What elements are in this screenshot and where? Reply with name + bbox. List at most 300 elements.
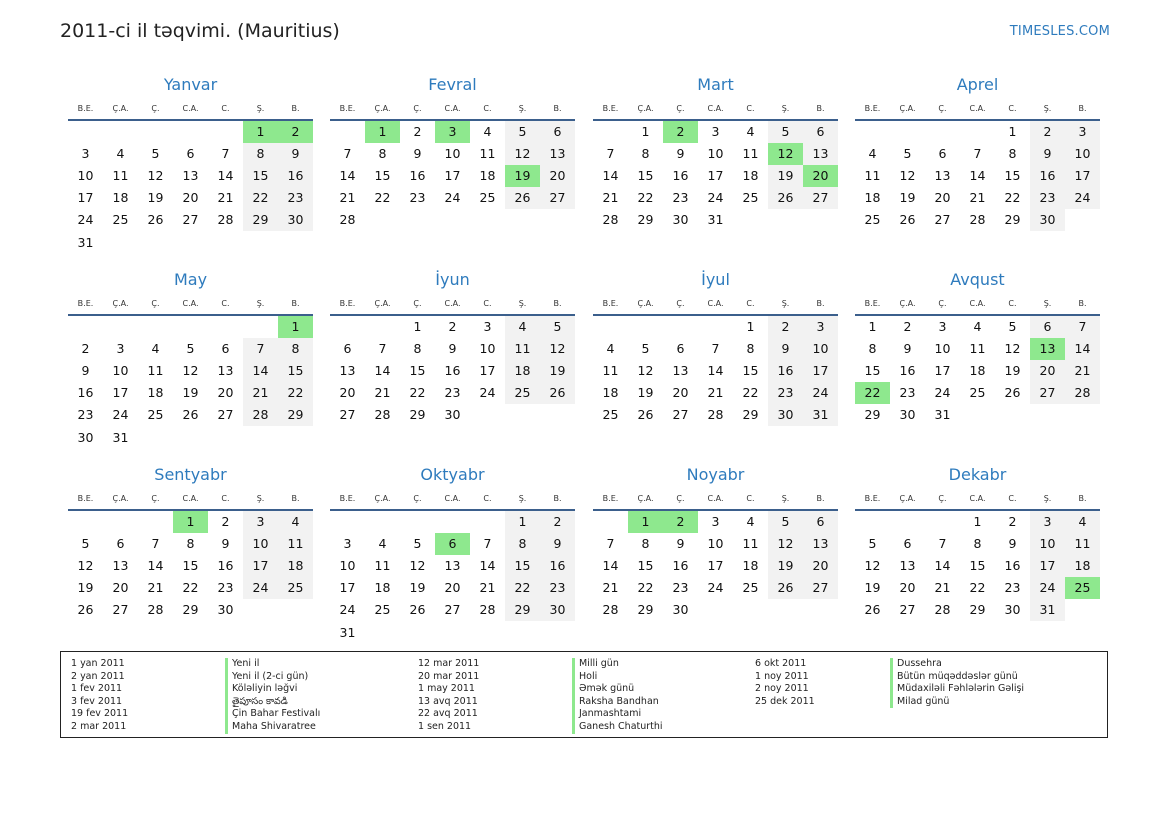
day-cell: 11 — [742, 536, 759, 552]
day-cell: 17 — [479, 363, 496, 379]
day-cell: 21 — [969, 190, 986, 206]
day-cell: 11 — [278, 533, 313, 555]
day-cell: 15 — [1004, 168, 1021, 184]
day-cell: 7 — [973, 146, 982, 162]
weekday-label: B. — [553, 494, 562, 503]
weekday-header — [855, 494, 1100, 508]
day-cell: 9 — [413, 146, 422, 162]
holiday-day: 1 — [173, 511, 208, 533]
weekday-label: Ş. — [781, 494, 790, 503]
day-cell: 30 — [768, 404, 803, 426]
weekday-label: Ç.A. — [374, 104, 391, 113]
day-cell: 26 — [147, 212, 164, 228]
day-cell: 24 — [1030, 577, 1065, 599]
day-cell: 10 — [707, 146, 724, 162]
day-cell: 7 — [938, 536, 947, 552]
day-cell: 20 — [540, 165, 575, 187]
day-cell: 29 — [243, 209, 278, 231]
holiday-name: Ganesh Chaturthi — [579, 720, 663, 732]
day-cell: 15 — [742, 363, 759, 379]
weekday-label: B. — [816, 104, 825, 113]
weekday-label: B. — [291, 494, 300, 503]
day-cell: 5 — [641, 341, 650, 357]
day-cell: 21 — [217, 190, 234, 206]
weekday-label: C. — [483, 299, 492, 308]
day-cell: 21 — [602, 580, 619, 596]
day-cell: 22 — [1004, 190, 1021, 206]
day-cell: 19 — [540, 360, 575, 382]
weekday-label: Ç. — [676, 104, 685, 113]
day-cell: 11 — [479, 146, 496, 162]
weekday-label: Ş. — [518, 494, 527, 503]
holiday-names-column — [225, 658, 320, 734]
day-cell: 25 — [374, 602, 391, 618]
day-cell: 10 — [77, 168, 94, 184]
day-cell: 23 — [1004, 580, 1021, 596]
day-cell: 18 — [969, 363, 986, 379]
holiday-legend — [60, 651, 1108, 738]
month-name: İyun — [435, 270, 470, 289]
day-cell: 28 — [969, 212, 986, 228]
day-cell: 12 — [147, 168, 164, 184]
day-cell: 20 — [112, 580, 129, 596]
day-cell: 1 — [505, 511, 540, 533]
day-cell: 14 — [374, 363, 391, 379]
day-cell: 20 — [672, 385, 689, 401]
day-cell: 15 — [864, 363, 881, 379]
day-cell: 27 — [112, 602, 129, 618]
day-cell: 11 — [864, 168, 881, 184]
day-cell: 17 — [243, 555, 278, 577]
day-cell: 21 — [602, 190, 619, 206]
holiday-day: 22 — [855, 382, 890, 404]
day-cell: 19 — [409, 580, 426, 596]
weekday-label: B.E. — [77, 494, 94, 503]
day-cell: 19 — [182, 385, 199, 401]
day-cell: 29 — [278, 404, 313, 426]
day-cell: 17 — [444, 168, 461, 184]
day-cell: 8 — [868, 341, 877, 357]
holiday-marker-bar — [890, 658, 893, 708]
day-cell: 15 — [243, 165, 278, 187]
holiday-name: Yeni il (2-ci gün) — [232, 670, 309, 682]
day-cell: 13 — [803, 533, 838, 555]
day-cell: 30 — [540, 599, 575, 621]
weekday-label: Ş. — [518, 104, 527, 113]
holiday-name: Milli gün — [579, 658, 619, 669]
holiday-marker-bar — [225, 658, 228, 734]
day-cell: 25 — [602, 407, 619, 423]
weekday-label: B. — [816, 299, 825, 308]
day-cell: 18 — [147, 385, 164, 401]
day-cell: 6 — [676, 341, 685, 357]
weekday-label: Ç. — [938, 299, 947, 308]
day-cell: 31 — [112, 429, 129, 445]
holiday-name: Köləliyin ləğvi — [232, 683, 298, 695]
site-link[interactable]: TIMESLES.COM — [1009, 24, 1110, 39]
day-cell: 24 — [803, 382, 838, 404]
day-cell: 3 — [711, 514, 720, 529]
day-cell: 16 — [278, 165, 313, 187]
day-cell: 18 — [602, 385, 619, 401]
day-cell: 5 — [413, 536, 422, 552]
day-cell: 3 — [711, 124, 720, 139]
day-cell: 9 — [448, 341, 457, 357]
day-cell: 22 — [969, 580, 986, 596]
day-cell: 17 — [1065, 165, 1100, 187]
weekday-label: C. — [1008, 299, 1017, 308]
weekday-label: Ç. — [676, 299, 685, 308]
holiday-date: 1 may 2011 — [418, 683, 475, 695]
month-6 — [330, 270, 575, 460]
day-cell: 10 — [707, 536, 724, 552]
day-cell: 4 — [973, 319, 982, 334]
day-cell: 23 — [672, 580, 689, 596]
day-cell: 31 — [77, 234, 94, 250]
day-cell: 26 — [637, 407, 654, 423]
day-cell: 11 — [505, 338, 540, 360]
day-cell: 31 — [803, 404, 838, 426]
weekday-label: C.A. — [969, 299, 986, 308]
day-cell: 12 — [1004, 341, 1021, 357]
holiday-date: 1 noy 2011 — [755, 670, 809, 682]
day-cell: 7 — [378, 341, 387, 357]
day-cell: 4 — [505, 316, 540, 338]
day-cell: 12 — [77, 558, 94, 574]
day-cell: 30 — [1004, 602, 1021, 618]
weekday-header — [330, 299, 575, 313]
day-cell: 15 — [182, 558, 199, 574]
holiday-date: 1 fev 2011 — [71, 683, 123, 695]
weekday-label: Ç.A. — [374, 299, 391, 308]
weekday-header — [593, 494, 838, 508]
holiday-name: Bütün müqəddəslər günü — [897, 670, 1018, 682]
day-cell: 8 — [973, 536, 982, 552]
weekday-label: Ç.A. — [899, 494, 916, 503]
weekday-label: C. — [1008, 494, 1017, 503]
day-cell: 17 — [112, 385, 129, 401]
day-cell: 30 — [1030, 209, 1065, 231]
month-name: Noyabr — [686, 465, 745, 484]
day-cell: 20 — [444, 580, 461, 596]
day-cell: 9 — [903, 341, 912, 357]
holiday-dates-column — [418, 658, 479, 734]
page-title: 2011-ci il təqvimi. (Mauritius) — [60, 20, 340, 42]
day-cell: 31 — [934, 407, 951, 423]
day-cell: 29 — [182, 602, 199, 618]
day-cell: 25 — [969, 385, 986, 401]
day-cell: 30 — [278, 209, 313, 231]
weekday-label: Ş. — [781, 299, 790, 308]
holiday-name: Müdaxiləli Fəhlələrin Gəlişi — [897, 683, 1025, 695]
day-cell: 16 — [77, 385, 94, 401]
day-cell: 24 — [707, 190, 724, 206]
day-cell: 22 — [182, 580, 199, 596]
holiday-date: 12 mar 2011 — [418, 658, 480, 669]
day-cell: 2 — [903, 319, 912, 334]
weekday-label: C. — [483, 104, 492, 113]
day-cell: 11 — [969, 341, 986, 357]
weekday-label: Ç.A. — [374, 494, 391, 503]
day-cell: 29 — [969, 602, 986, 618]
day-cell: 14 — [602, 558, 619, 574]
weekday-label: C. — [221, 104, 230, 113]
holiday-date: 19 fev 2011 — [71, 708, 129, 720]
day-cell: 24 — [112, 407, 129, 423]
day-cell: 24 — [707, 580, 724, 596]
weekday-label: Ç. — [413, 104, 422, 113]
weekday-label: Ş. — [1043, 299, 1052, 308]
day-cell: 5 — [540, 316, 575, 338]
weekday-label: Ş. — [256, 299, 265, 308]
day-cell: 9 — [1008, 536, 1017, 552]
day-cell: 20 — [182, 190, 199, 206]
weekday-label: C.A. — [707, 299, 724, 308]
day-cell: 5 — [151, 146, 160, 162]
day-cell: 16 — [217, 558, 234, 574]
day-cell: 12 — [864, 558, 881, 574]
weekday-label: Ç. — [151, 494, 160, 503]
weekday-label: C. — [746, 299, 755, 308]
day-cell: 10 — [479, 341, 496, 357]
holiday-dates-column — [71, 658, 128, 734]
holiday-date: 6 okt 2011 — [755, 658, 807, 669]
day-cell: 9 — [81, 363, 90, 379]
day-cell: 26 — [505, 187, 540, 209]
day-cell: 3 — [243, 511, 278, 533]
holiday-day: 2 — [663, 511, 698, 533]
weekday-label: B. — [553, 104, 562, 113]
day-cell: 1 — [1008, 124, 1017, 139]
month-name: Yanvar — [163, 75, 218, 94]
day-cell: 13 — [112, 558, 129, 574]
day-cell: 21 — [374, 385, 391, 401]
day-cell: 21 — [243, 382, 278, 404]
holiday-day: 12 — [768, 143, 803, 165]
weekday-label: Ç.A. — [637, 104, 654, 113]
day-cell: 10 — [1030, 533, 1065, 555]
holiday-name: Əmək günü — [579, 683, 635, 695]
weekday-label: Ç. — [151, 104, 160, 113]
day-cell: 24 — [77, 212, 94, 228]
day-cell: 27 — [444, 602, 461, 618]
day-cell: 17 — [707, 168, 724, 184]
month-12 — [855, 465, 1100, 655]
holiday-date: 22 avq 2011 — [418, 708, 478, 720]
day-cell: 15 — [505, 555, 540, 577]
day-cell: 18 — [505, 360, 540, 382]
day-cell: 14 — [934, 558, 951, 574]
day-cell: 22 — [637, 580, 654, 596]
day-cell: 8 — [641, 146, 650, 162]
holiday-day: 2 — [663, 121, 698, 143]
weekday-label: C.A. — [182, 104, 199, 113]
day-cell: 6 — [938, 146, 947, 162]
weekday-label: Ş. — [1043, 104, 1052, 113]
weekday-label: Ş. — [256, 104, 265, 113]
day-cell: 7 — [343, 146, 352, 162]
day-cell: 27 — [803, 187, 838, 209]
weekday-label: B.E. — [339, 494, 356, 503]
day-cell: 19 — [768, 555, 803, 577]
weekday-label: C.A. — [969, 104, 986, 113]
day-cell: 11 — [1065, 533, 1100, 555]
weekday-label: B. — [291, 104, 300, 113]
day-cell: 12 — [637, 363, 654, 379]
day-cell: 21 — [934, 580, 951, 596]
day-cell: 27 — [899, 602, 916, 618]
day-cell: 14 — [217, 168, 234, 184]
month-name: Fevral — [428, 75, 477, 94]
day-cell: 14 — [243, 360, 278, 382]
day-cell: 24 — [339, 602, 356, 618]
day-cell: 3 — [81, 146, 90, 162]
day-cell: 25 — [112, 212, 129, 228]
holiday-name: తైపూసం కావడి — [232, 695, 288, 707]
day-cell: 7 — [1065, 316, 1100, 338]
weekday-label: B.E. — [339, 104, 356, 113]
weekday-label: Ç.A. — [112, 104, 129, 113]
day-cell: 2 — [1030, 121, 1065, 143]
day-cell: 8 — [186, 536, 195, 552]
day-cell: 16 — [1030, 165, 1065, 187]
day-cell: 3 — [1065, 121, 1100, 143]
day-cell: 29 — [505, 599, 540, 621]
day-cell: 3 — [343, 536, 352, 552]
day-cell: 5 — [868, 536, 877, 552]
day-cell: 25 — [742, 580, 759, 596]
weekday-label: Ç. — [938, 494, 947, 503]
day-cell: 17 — [934, 363, 951, 379]
day-cell: 3 — [1030, 511, 1065, 533]
day-cell: 7 — [606, 536, 615, 552]
weekday-label: B. — [1078, 104, 1087, 113]
day-cell: 18 — [278, 555, 313, 577]
weekday-label: Ç. — [151, 299, 160, 308]
month-name: Avqust — [950, 270, 1005, 289]
day-cell: 18 — [1065, 555, 1100, 577]
day-cell: 28 — [217, 212, 234, 228]
day-cell: 2 — [448, 319, 457, 334]
day-cell: 9 — [278, 143, 313, 165]
day-cell: 22 — [505, 577, 540, 599]
day-cell: 6 — [116, 536, 125, 552]
day-cell: 27 — [540, 187, 575, 209]
weekday-label: Ç.A. — [112, 299, 129, 308]
weekday-header — [68, 494, 313, 508]
day-cell: 23 — [278, 187, 313, 209]
day-cell: 26 — [864, 602, 881, 618]
day-cell: 16 — [1004, 558, 1021, 574]
day-cell: 6 — [540, 121, 575, 143]
day-cell: 24 — [934, 385, 951, 401]
day-cell: 4 — [151, 341, 160, 357]
day-cell: 2 — [1008, 514, 1017, 529]
day-cell: 22 — [243, 187, 278, 209]
day-cell: 30 — [77, 429, 94, 445]
month-5 — [68, 270, 313, 460]
day-cell: 6 — [803, 511, 838, 533]
day-cell: 26 — [77, 602, 94, 618]
day-cell: 26 — [409, 602, 426, 618]
day-cell: 26 — [540, 382, 575, 404]
day-cell: 26 — [182, 407, 199, 423]
day-cell: 13 — [672, 363, 689, 379]
day-cell: 7 — [711, 341, 720, 357]
day-cell: 7 — [483, 536, 492, 552]
day-cell: 9 — [221, 536, 230, 552]
holiday-name: Çin Bahar Festivalı — [232, 708, 321, 720]
day-cell: 2 — [413, 124, 422, 139]
day-cell: 31 — [707, 212, 724, 228]
holiday-dates-column — [755, 658, 815, 708]
day-cell: 21 — [1065, 360, 1100, 382]
holiday-name: Holi — [579, 670, 598, 682]
day-cell: 22 — [742, 385, 759, 401]
day-cell: 30 — [899, 407, 916, 423]
day-cell: 5 — [1008, 319, 1017, 334]
weekday-label: Ş. — [781, 104, 790, 113]
day-cell: 8 — [641, 536, 650, 552]
day-cell: 19 — [864, 580, 881, 596]
day-cell: 9 — [540, 533, 575, 555]
day-cell: 8 — [746, 341, 755, 357]
day-cell: 20 — [803, 555, 838, 577]
day-cell: 27 — [672, 407, 689, 423]
day-cell: 13 — [803, 143, 838, 165]
day-cell: 6 — [186, 146, 195, 162]
day-cell: 14 — [147, 558, 164, 574]
weekday-header — [593, 299, 838, 313]
day-cell: 22 — [409, 385, 426, 401]
day-cell: 5 — [903, 146, 912, 162]
day-cell: 17 — [707, 558, 724, 574]
day-cell: 12 — [768, 533, 803, 555]
day-cell: 23 — [768, 382, 803, 404]
weekday-label: B. — [291, 299, 300, 308]
month-name: Mart — [697, 75, 734, 94]
day-cell: 4 — [868, 146, 877, 162]
day-cell: 10 — [112, 363, 129, 379]
day-cell: 14 — [602, 168, 619, 184]
day-cell: 13 — [899, 558, 916, 574]
month-7 — [593, 270, 838, 460]
day-cell: 6 — [803, 121, 838, 143]
day-cell: 5 — [81, 536, 90, 552]
day-cell: 13 — [182, 168, 199, 184]
holiday-date: 13 avq 2011 — [418, 695, 478, 707]
holiday-name: Maha Shivaratree — [232, 720, 316, 732]
month-name: Sentyabr — [154, 465, 227, 484]
holiday-day: 1 — [365, 121, 400, 143]
holiday-name: Yeni il — [232, 658, 260, 669]
day-cell: 27 — [803, 577, 838, 599]
weekday-label: Ş. — [1043, 494, 1052, 503]
day-cell: 29 — [742, 407, 759, 423]
day-cell: 8 — [1008, 146, 1017, 162]
day-cell: 18 — [479, 168, 496, 184]
day-cell: 21 — [339, 190, 356, 206]
day-cell: 10 — [1065, 143, 1100, 165]
day-cell: 24 — [444, 190, 461, 206]
month-11 — [593, 465, 838, 655]
day-cell: 21 — [147, 580, 164, 596]
weekday-label: C.A. — [707, 494, 724, 503]
day-cell: 4 — [746, 124, 755, 139]
day-cell: 22 — [637, 190, 654, 206]
holiday-day: 25 — [1065, 577, 1100, 599]
weekday-header — [855, 104, 1100, 118]
